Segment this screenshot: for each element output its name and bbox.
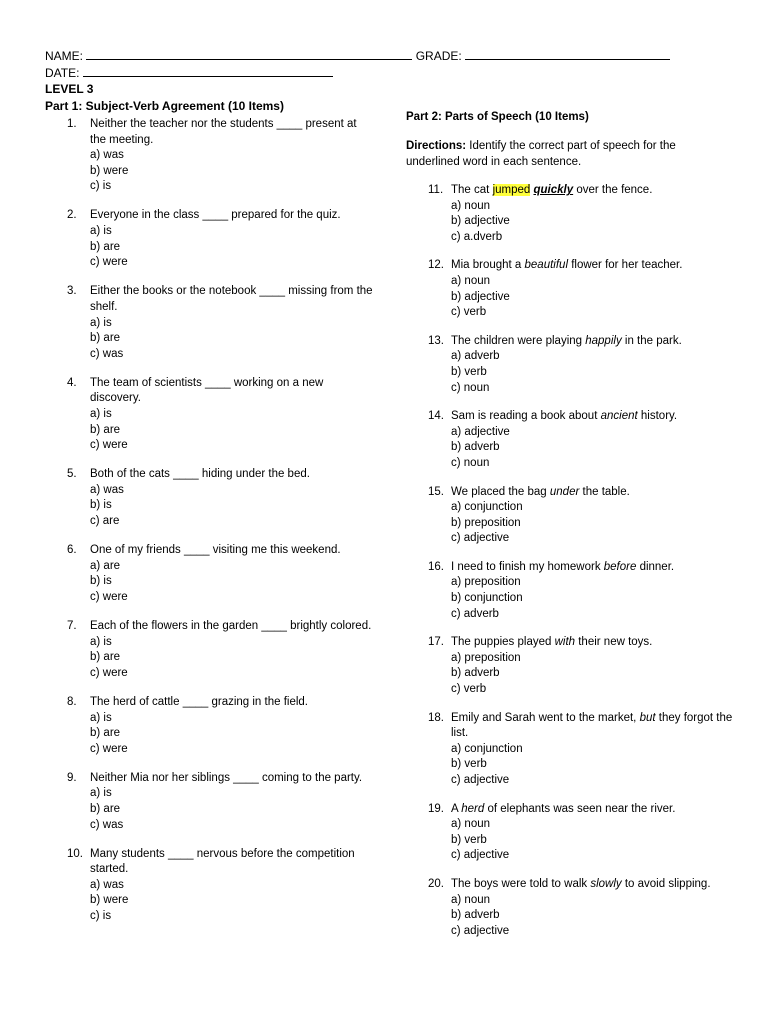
answer-option[interactable]: b) conjunction (451, 592, 523, 605)
question-number: 1. (67, 118, 77, 130)
question-text (451, 259, 682, 271)
question-item (45, 284, 375, 362)
sentence-end: flower for her teacher. (568, 259, 683, 272)
question-item (45, 695, 375, 757)
sentence-start: The boys were told to walk (451, 877, 591, 890)
question-item (45, 376, 375, 454)
answer-option[interactable]: c) noun (451, 456, 490, 469)
question-item (45, 117, 375, 195)
question-item (45, 847, 375, 925)
question-item (406, 560, 736, 622)
grade-blank[interactable] (465, 48, 670, 60)
sentence-end: to avoid slipping. (621, 877, 711, 890)
name-blank[interactable] (86, 48, 412, 60)
answer-option[interactable]: c) adjective (451, 849, 510, 862)
sentence-end: in the park. (621, 334, 682, 347)
answer-option[interactable]: a) was (90, 878, 124, 891)
name-label: NAME: (45, 49, 84, 63)
question-text (451, 561, 674, 573)
target-word: herd (461, 802, 485, 815)
sentence-start: The children were playing (451, 334, 586, 347)
question-item (406, 635, 736, 697)
question-text (451, 335, 682, 347)
question-number: 16. (428, 560, 444, 573)
question-item (406, 711, 736, 789)
question-item (45, 771, 375, 833)
answer-option[interactable]: a) conjunction (451, 501, 523, 514)
answer-option[interactable]: b) adverb (451, 441, 500, 454)
sentence-start: Sam is reading a book about (451, 410, 601, 423)
question-text: Neither Mia nor her siblings ____ coming to the party. (90, 771, 363, 784)
sentence-start: Mia brought a (451, 259, 525, 272)
question-number: 14. (428, 410, 444, 423)
question-item (406, 258, 736, 320)
answer-option[interactable]: b) are (90, 651, 121, 664)
answer-option[interactable]: a) is (90, 225, 112, 238)
level-heading: LEVEL 3 (45, 82, 94, 96)
answer-option[interactable]: a) was (90, 483, 124, 496)
question-item (406, 802, 736, 864)
target-word: happily (585, 334, 622, 347)
answer-option[interactable]: c) adjective (451, 924, 510, 937)
part1-title: Part 1: Subject-Verb Agreement (10 Items) (45, 99, 284, 113)
answer-option[interactable]: c) adjective (451, 774, 510, 786)
answer-option[interactable]: b) are (90, 802, 121, 815)
highlighted-word: jumped (492, 184, 531, 196)
part2-question-list (406, 183, 736, 952)
question-number: 2. (67, 209, 77, 222)
answer-option[interactable]: c) a.dverb (451, 230, 503, 243)
question-number: 7. (67, 620, 77, 633)
question-number: 18. (428, 711, 444, 724)
sentence-start: I need to finish my homework (451, 560, 604, 573)
directions-label: Directions: (406, 140, 467, 152)
target-word: ancient (600, 410, 638, 423)
question-number: 4. (67, 376, 77, 389)
answer-option[interactable]: b) are (90, 240, 121, 253)
answer-option[interactable]: a) is (90, 711, 112, 724)
sentence-end: the table. (579, 485, 630, 498)
sentence-start: We placed the bag (451, 485, 550, 498)
answer-option[interactable]: a) adverb (451, 350, 500, 363)
question-number: 20. (428, 877, 444, 890)
answer-option[interactable]: b) verb (451, 758, 487, 771)
answer-option[interactable]: a) preposition (451, 651, 521, 664)
sentence-end: over the fence. (573, 184, 653, 196)
question-item (45, 543, 375, 605)
question-text: Either the books or the notebook ____ missing from the shelf. (90, 285, 373, 313)
question-text (451, 803, 675, 815)
answer-option[interactable]: a) was (90, 149, 124, 162)
sentence-end: of elephants was seen near the river. (484, 802, 676, 815)
answer-option[interactable]: c) were (90, 590, 128, 603)
date-blank[interactable] (83, 65, 333, 77)
question-number: 9. (67, 771, 77, 784)
question-item (406, 334, 736, 396)
target-word: but (639, 711, 656, 724)
question-number: 15. (428, 485, 444, 498)
question-text: Both of the cats ____ hiding under the bed. (90, 468, 310, 481)
question-text (451, 486, 630, 498)
answer-option[interactable]: c) were (90, 742, 128, 755)
answer-option[interactable]: a) is (90, 316, 112, 329)
answer-option[interactable]: c) are (90, 515, 120, 528)
answer-option[interactable]: b) adjective (451, 215, 510, 228)
answer-option[interactable]: b) verb (451, 365, 487, 378)
answer-option[interactable]: c) were (90, 256, 128, 269)
answer-option[interactable]: a) is (90, 635, 112, 648)
target-word: with (554, 636, 576, 649)
question-text: Neither the teacher nor the students ____ present at the meeting. (90, 118, 357, 146)
question-text: Many students ____ nervous before the competition started. (90, 847, 355, 876)
target-word: before (603, 560, 637, 573)
answer-option[interactable]: b) is (90, 499, 112, 512)
directions-text: Identify the correct part of speech for the underlined word in each sentence. (406, 140, 676, 168)
grade-label: GRADE: (415, 49, 462, 63)
question-number: 8. (67, 695, 77, 708)
answer-option[interactable]: c) was (90, 818, 124, 831)
date-label: DATE: (45, 66, 80, 80)
answer-option[interactable]: c) is (90, 910, 112, 923)
sentence-start: Emily and Sarah went to the market, (451, 711, 640, 724)
sentence-end: dinner. (636, 560, 675, 573)
target-word: beautiful (524, 259, 568, 272)
question-number: 12. (428, 259, 444, 272)
answer-option[interactable]: b) adjective (451, 290, 510, 303)
question-text (451, 636, 652, 648)
question-text (451, 712, 732, 740)
answer-option[interactable]: c) adverb (451, 607, 499, 620)
answer-option[interactable]: b) were (90, 894, 129, 907)
sentence-end: history. (637, 410, 678, 423)
answer-option[interactable]: a) noun (451, 818, 491, 831)
answer-option[interactable]: a) noun (451, 893, 491, 906)
answer-option[interactable]: b) were (90, 164, 129, 177)
question-number: 5. (67, 468, 77, 481)
question-item (406, 409, 736, 471)
question-text: The team of scientists ____ working on a new discovery. (90, 376, 324, 405)
sentence-start: The cat (451, 184, 493, 196)
question-text (451, 184, 652, 196)
answer-option[interactable]: c) were (90, 666, 128, 679)
answer-option[interactable]: c) noun (451, 381, 490, 394)
target-word: slowly (590, 877, 622, 890)
part2-title: Part 2: Parts of Speech (10 Items) (406, 111, 589, 123)
name-grade-line (45, 48, 670, 65)
part1-question-list (45, 117, 375, 938)
question-number: 3. (67, 285, 77, 298)
answer-option[interactable]: b) are (90, 332, 121, 345)
question-item (45, 208, 375, 270)
answer-option[interactable]: a) are (90, 559, 121, 572)
answer-option[interactable]: a) conjunction (451, 742, 523, 755)
sentence-end: their new toys. (575, 636, 653, 649)
date-line (45, 65, 333, 82)
answer-option[interactable]: b) are (90, 423, 121, 436)
question-item (406, 877, 736, 939)
answer-option[interactable]: a) is (90, 787, 112, 800)
answer-option[interactable]: a) preposition (451, 576, 521, 589)
sentence-start: A (451, 802, 462, 815)
answer-option[interactable]: b) verb (451, 833, 487, 846)
question-text (451, 878, 711, 890)
question-text: Everyone in the class ____ prepared for the quiz. (90, 209, 341, 222)
question-text: One of my friends ____ visiting me this weekend. (90, 544, 341, 557)
answer-option[interactable]: c) verb (451, 683, 487, 696)
question-number: 19. (428, 802, 444, 815)
answer-option[interactable]: c) were (90, 439, 128, 452)
sentence-start: The puppies played (451, 636, 555, 649)
answer-option[interactable]: a) noun (451, 274, 491, 287)
question-number: 11. (428, 184, 444, 196)
question-text (451, 410, 677, 422)
question-item (406, 183, 736, 245)
answer-option[interactable]: b) is (90, 575, 112, 588)
question-item (406, 485, 736, 547)
answer-option[interactable]: b) adverb (451, 667, 500, 680)
target-word: under (549, 485, 580, 498)
answer-option[interactable]: c) verb (451, 306, 487, 319)
answer-option[interactable]: a) noun (451, 199, 491, 212)
answer-option[interactable]: a) is (90, 408, 112, 420)
answer-option[interactable]: c) is (90, 180, 112, 193)
question-number: 10. (67, 847, 83, 860)
answer-option[interactable]: b) are (90, 727, 121, 740)
question-item (45, 467, 375, 529)
answer-option[interactable]: a) adjective (451, 425, 510, 438)
question-number: 17. (428, 636, 444, 649)
part2-directions (406, 139, 726, 170)
question-text: Each of the flowers in the garden ____ brightly colored. (90, 620, 372, 633)
target-word: quickly (533, 184, 574, 196)
question-item (45, 619, 375, 681)
answer-option[interactable]: c) was (90, 347, 124, 360)
answer-option[interactable]: b) adverb (451, 909, 500, 922)
question-number: 6. (67, 544, 77, 557)
question-number: 13. (428, 334, 444, 347)
answer-option[interactable]: c) adjective (451, 532, 510, 545)
question-text: The herd of cattle ____ grazing in the field. (90, 695, 309, 708)
sentence-end: they forgot the list. (451, 711, 733, 740)
answer-option[interactable]: b) preposition (451, 516, 521, 529)
